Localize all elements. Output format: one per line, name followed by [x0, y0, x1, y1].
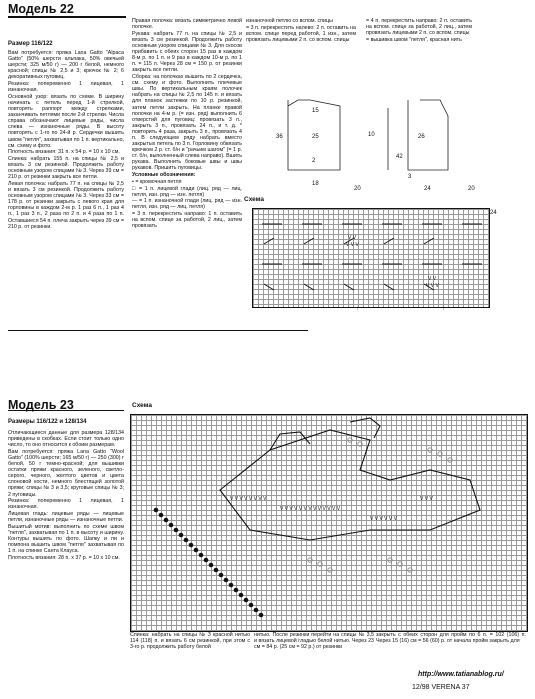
chart-repeat-arrow-1: ↑: [356, 306, 359, 312]
svg-text:V V V: V V V: [346, 242, 359, 248]
dim-20-a: 20: [354, 186, 361, 192]
model22-legend-title: Условные обозначения:: [132, 172, 196, 179]
model23-size-note: Отличающиеся данные для размера 128/134 приведены в скобках. Если стоит только одно число, то оно относится к обоим размерам.: [8, 430, 124, 449]
model22-rib: Резинка: попеременно 1 лицевая, 1 изнаночная.: [8, 81, 124, 94]
model23-stockinette: Лицевая гладь: лицевые ряды — лицевые петли, изнаночные ряды — изнаночные петли.: [8, 511, 124, 524]
page-footer-issue: 12/98 VERENA 37: [412, 684, 470, 691]
model22-column-2: [132, 18, 242, 230]
model22-size: Размер 116/122: [8, 41, 53, 47]
model23-embroidered-motif: Вышитый мотив: выполнить по схеме швом "петля", захватывая по 1 п. в высоту и ширину. Контуры вышить по фото. Шапку и пи и помпона вышить швом "петля" захватывая по 1 п. на спинке Санта Клауса.: [8, 523, 124, 555]
svg-text:V V: V V: [428, 276, 437, 282]
model22-gauge: Плотность вязания: 31 п. х 54 р. = 10 х 10 см.: [8, 149, 120, 156]
model23-back-part2: нитью. После резинки перейти на спицы № 3,5 и вязать лицевой гладью белой нитью. Через 23 см = 84 р. (25 см = 92 р.) от резинки: [254, 632, 374, 651]
model22-legend-cross-right: = 3 п. перекрестить направо: 1 п. оставить на вспом. спице за работой, 2 лиц., затем провязать: [132, 211, 242, 230]
model22-chart-symbols: [252, 208, 488, 306]
model23-column-1: [8, 430, 124, 562]
model22-back: Спинка: набрать 155 п. на спицы № 2,5 и вязать 3 см резинкой. Продолжить работу основным узором спицами № 3. Через 39 см = 210 р. от резинки закрыть все петли.: [8, 155, 124, 181]
model23-chart-label: Схема: [132, 402, 153, 409]
svg-text:V V V: V V V: [420, 496, 433, 502]
model22-title: Модель 22: [8, 2, 74, 16]
model22-column-4: [366, 18, 472, 44]
svg-text:V V: V V: [348, 235, 357, 241]
chart-row-marker: 24: [490, 210, 497, 216]
dim-10: 10: [368, 132, 375, 138]
dim-25: 25: [312, 134, 319, 140]
chart-repeat-arrow-2: ↑: [442, 306, 445, 312]
model22-main-pattern: Основной узор: вязать по схеме. В ширину начинать с петель перед 1-й стрелкой, повторять раппорт между стрелками, заканчивать петлями после 2-й стрелки. Числа справа обозначают лицевые ряды, числа слева — изнаночные ряды. В высоту повторять с 1-го по 24-й р. Сердечки вышить швом "петля", захватывая по 1 п. вертикально, см. схему и фото.: [8, 93, 125, 149]
model22-pattern-diagram: [268, 98, 488, 192]
dim-20-b: 20: [468, 186, 475, 192]
svg-text:V V V V V V V V V V V V V: V V V V V V V V V V V V V: [280, 506, 341, 512]
dim-36: 36: [276, 134, 283, 140]
model22-legend-cross-left: = 3 п. перекрестить налево: 2 п. оставить на вспом. спице перед работой, 1 изн., затем провязать лицевыми 2 п. со вспом. спицы: [246, 24, 356, 43]
dim-2: 2: [312, 158, 316, 164]
dim-42: 42: [396, 154, 403, 160]
model23-title: Модель 23: [8, 398, 74, 412]
model22-legend-purl: — = 1 п. изнаночной глади (лиц. ряд — изн. петля, изн. ряд — лиц. петля): [132, 198, 242, 211]
model22-legend-cont: изнаночной петлю со вспом. спицы: [246, 18, 333, 24]
page-footer-site[interactable]: http://www.tatianablog.ru/: [418, 671, 504, 678]
model23-gauge: Плотность вязания: 28 п. х 37 р. = 10 х 10 см.: [8, 554, 120, 561]
model22-materials: Вам потребуется: пряжа Lana Gatto "Alpaca Gatto" (50% шерсти альпака, 50% овечьей шерсти; 325 м/50 г) — 200 г белой, немного красной; спицы № 2,5 и 3; крючок № 2; 6 декоративных пуговиц.: [8, 50, 124, 81]
model22-legend-edge: • = кромочная петля: [132, 178, 182, 185]
model23-rib: Резинка: попеременно 1 лицевая, 1 изнаночная.: [8, 498, 124, 511]
dim-15: 15: [312, 108, 319, 114]
dim-26: 26: [418, 134, 425, 140]
model22-legend-knit: □ = 1 п. лицевой глади (лиц. ряд — лиц. петля, изн. ряд — изн. петля): [132, 185, 242, 198]
model23-back-part1: Спинка: набрать на спицы № 3 красной нитью 114 (118) п. и вязать 6 см резинкой, при этом с 3-го р. продолжить работу белой: [130, 632, 250, 651]
dim-24: 24: [424, 186, 431, 192]
model22-chart-label: Схема: [244, 196, 265, 203]
model22-right-front: Правая полочка: вязать симметрично левой полочке.: [132, 18, 242, 31]
model23-materials: Вам потребуется: пряжа Lana Gatto "Wool Gatto" (100% шерсти; 165 м/50 г) — 250 (300) г белой, 50 г темно-красной; для вышивки остатки пряжи красного, зеленого, светло-серого, черного, желтого цветов и цвета слоновой кости, немного блестящей золотой пряжи; спицы № 3 и 3,5; круговые спицы № 3; 2 пуговицы.: [8, 448, 124, 498]
model23-chart-motif: [130, 414, 526, 630]
model22-sleeves: Рукава: набрать 77 п. на спицы № 2,5 и вязать 3 см резинкой. Продолжить работу основным узором спицами № 3. Для скосов прибавить с обеих сторон 15 раз в каждом 8-м р. по 1 п. и 9 раз в каждом 10-м р. по 1 п. = 115 п. Через 28 см = 150 р. от резинки закрыть все петли.: [132, 30, 242, 74]
model23-back-part3: закрыть с обеих сторон для пройм по 6 п. = 102 (106) п. Через 15 (16) см = 56 (60) р. от начала пройм закрыть для: [376, 632, 526, 645]
model22-column-3: [246, 18, 356, 44]
front-outline: [408, 100, 448, 170]
dim-3: 3: [408, 174, 412, 180]
model22-left-front: Левая полочка: набрать 77 п. на спицы № 2,5 и вязать 3 см резинкой. Продолжить работу основным узором спицами № 3. Через 33 см = 178 р. от резинки закрыть с левого края для горловины в каждом 2-м р. 1 раз 6 п., 1 раз 4 п., 1 раз 3 п., 2 раза по 2 п. и 4 раза по 1 п. Оставшиеся 54 п. плеча закрыть через 39 см = 210 р. от резинки.: [8, 180, 124, 230]
svg-text:V V V V V V: V V V V V V: [370, 516, 397, 522]
svg-text:V V V V V V V V: V V V V V V V V: [230, 496, 267, 502]
top-divider: [8, 16, 126, 18]
model22-legend-cable4: = 4 п. перекрестить направо: 2 п. оставить на вспом. спице за работой, 2 лиц., затем провязать лицевыми 2 п. со вспом. спицы: [366, 18, 472, 37]
svg-text:V V V: V V V: [426, 283, 439, 289]
model23-sizes: Размеры 116/122 и 128/134: [8, 419, 87, 425]
model22-assembly: Сборка: на полочках вышить по 2 сердечка, см. схему и фото. Выполнить плечевые швы. По вертикальным краям полочек набрать на спицы № 2,5 по 145 п. и вязать для планок застежки по 10 р. резинкой, затем петли закрыть. На планке правой полочки на 4-м р. (= изн. ряд) выполнить 6 отверстий для пуговиц: провязать 3 п., закрыть 3 п., провязать 24 п., и т. д. * повторить 4 раза, закрыть 3 п., провязать 4 п. В следующем ряду набрать вместо закрытых петель по 3 п. Горловину обвязать крючком 2 р. ст. б/н и "рачьим шагом" (= 1 р. ст. б/н, выполненный слева направо). Вшить рукава. Выполнить боковые швы и швы рукавов. Пришить пуговицы.: [132, 74, 242, 172]
section-divider: [8, 330, 308, 331]
dim-18: 18: [312, 181, 319, 187]
model22-legend-embroidery: = вышивка швом "петля", красная нить: [366, 36, 462, 43]
model22-column-1: [8, 50, 124, 230]
